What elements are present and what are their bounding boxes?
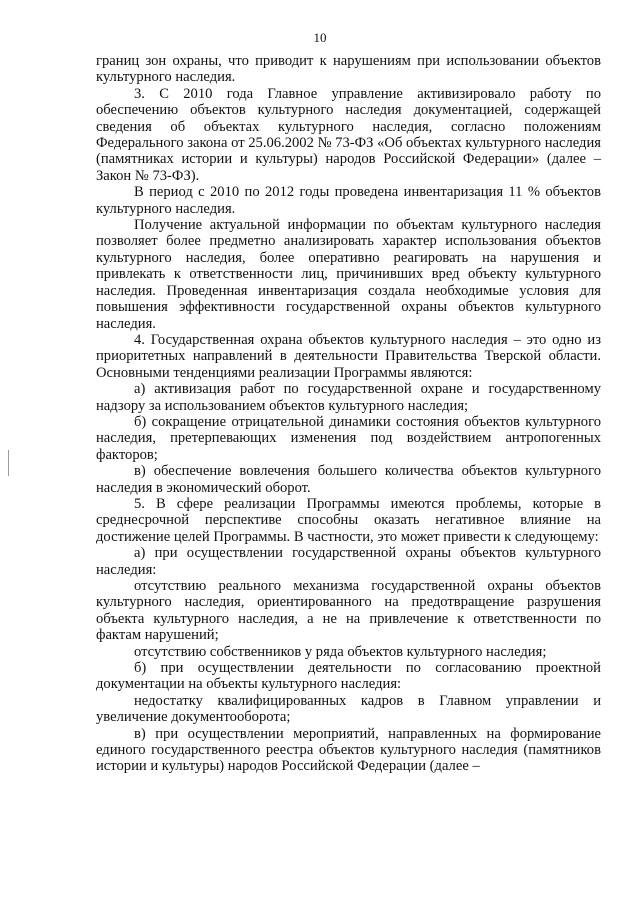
subitem-no-owners: отсутствию собственников у ряда объектов культурного наследия; (134, 643, 547, 660)
paragraph-continuation: границ зон охраны, что приводит к нарушениям при использовании объектов культурного наследия. (96, 53, 601, 86)
list-item-a-activation: а) активизация работ по государственной охране и государственному надзору за использованием объектов культурного наследия; (96, 381, 601, 414)
document-body (96, 53, 601, 775)
list-item-a-state-protection: а) при осуществлении государственной охраны объектов культурного наследия: (96, 545, 601, 578)
list-item-b-approval: б) при осуществлении деятельности по согласованию проектной документации на объекты культурного наследия: (96, 660, 601, 693)
list-item-c-involvement: в) обеспечение вовлечения большего количества объектов культурного наследия в экономический оборот. (96, 463, 601, 496)
list-item-b-reduction: б) сокращение отрицательной динамики состояния объектов культурного наследия, претерпевающих изменения под воздействием антропогенных факторов; (96, 413, 601, 463)
scan-edge-mark (8, 450, 9, 476)
paragraph-5-problems: 5. В сфере реализации Программы имеются проблемы, которые в среднесрочной перспективе способны оказать негативное влияние на достижение целей Программы. В частности, это может привести к следующему: (96, 495, 601, 545)
paragraph-actual-information: Получение актуальной информации по объектам культурного наследия позволяет более предметно анализировать характер использования объектов культурного наследия, более оперативно реагировать на нарушения и привлекать к ответственности лиц, причинивших вред объекту культурного наследия. Проведенная инвентаризация создала необходимые условия для повышения эффективности государственной охраны объектов культурного наследия. (96, 217, 601, 332)
page-number: 10 (313, 30, 327, 45)
list-item-c-registry: в) при осуществлении мероприятий, направленных на формирование единого государственного реестра объектов культурного наследия (памятников истории и культуры) народов Российской Федерации (далее – (96, 725, 601, 775)
subitem-no-mechanism: отсутствию реального механизма государственной охраны объектов культурного наследия, ориентированного на предотвращение разрушения объекта культурного наследия, а не на привлечение к ответственности по фактам нарушений; (96, 578, 601, 644)
paragraph-3-inventory-documentation: 3. С 2010 года Главное управление активизировало работу по обеспечению объектов культурного наследия документацией, содержащей сведения об объектах культурного наследия, согласно положениям Федерального закона от 25.06.2002 № 73-ФЗ «Об объектах культурного наследия (памятниках истории и культуры) народов Российской Федерации» (далее – Закон № 73-ФЗ). (96, 85, 601, 184)
paragraph-4-state-protection: 4. Государственная охрана объектов культурного наследия – это одно из приоритетных направлений в деятельности Правительства Тверской области. Основными тенденциями реализации Программы являются: (96, 331, 601, 381)
subitem-staff-shortage: недостатку квалифицированных кадров в Главном управлении и увеличение документооборота; (96, 692, 601, 726)
paragraph-inventory-period: В период с 2010 по 2012 годы проведена инвентаризация 11 % объектов культурного наследия. (96, 184, 601, 217)
